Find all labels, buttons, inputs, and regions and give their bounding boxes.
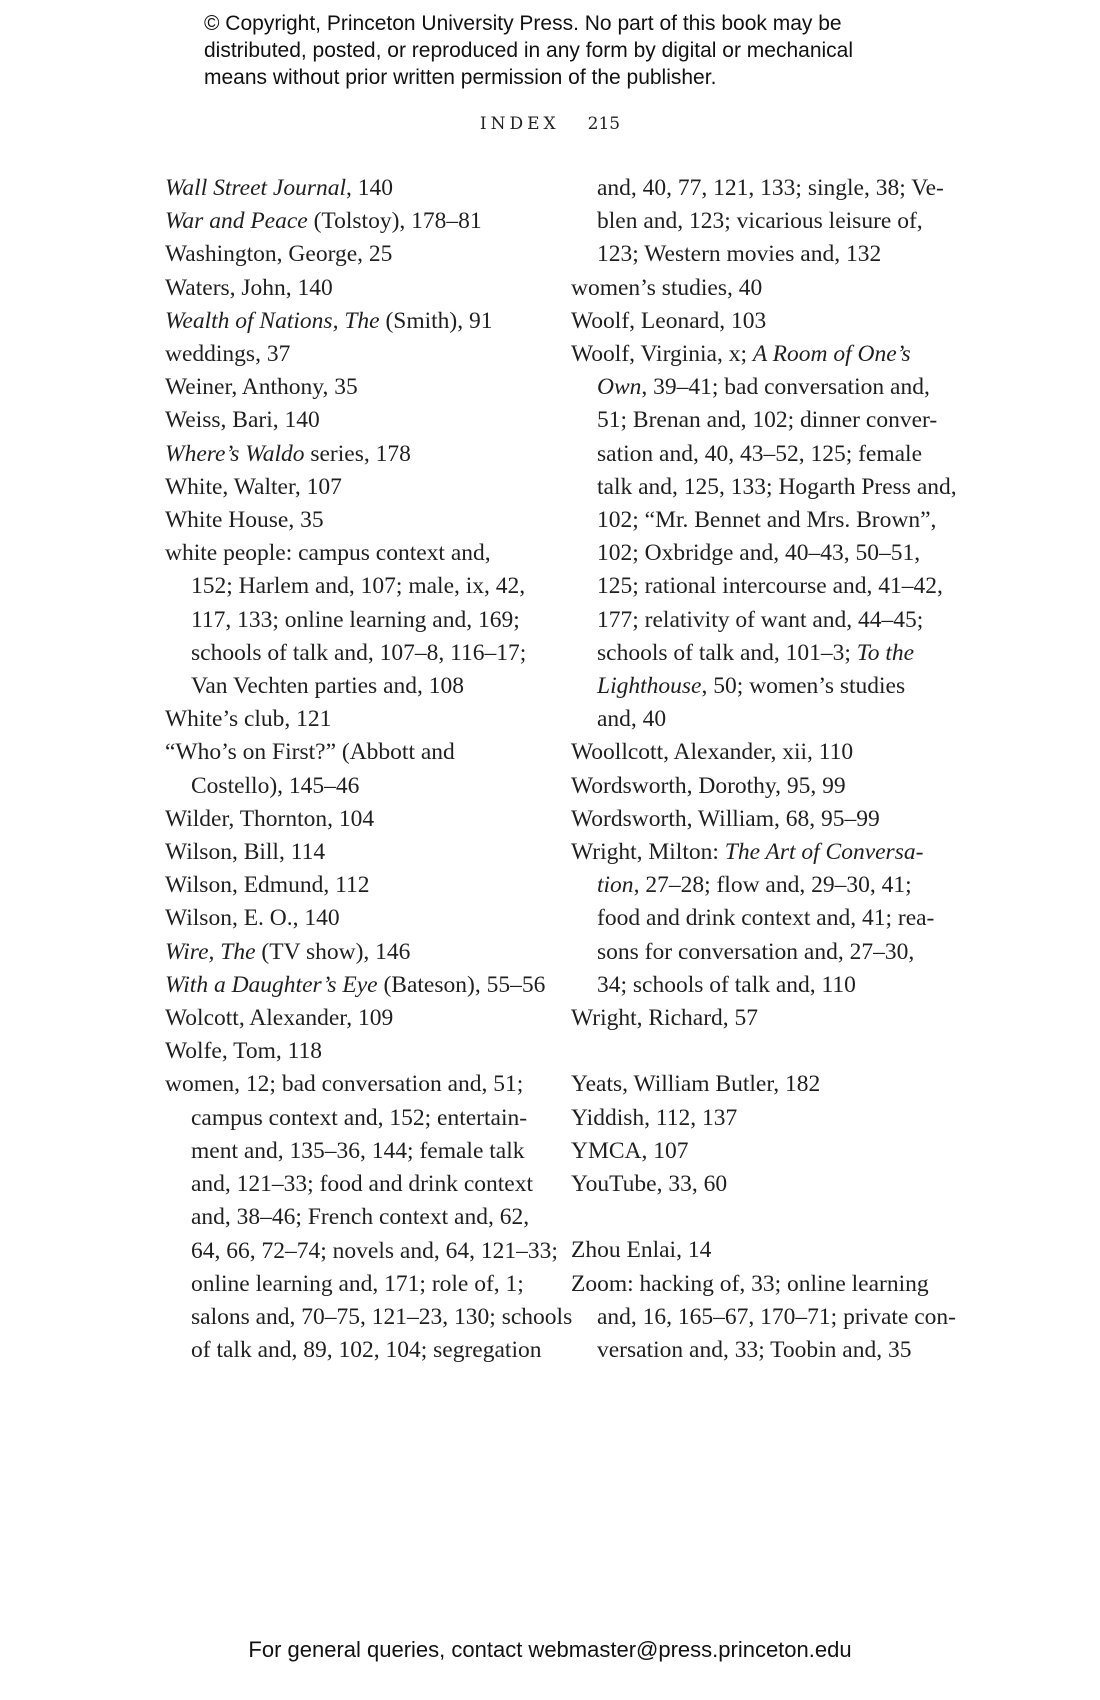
index-entry [571,1102,946,1135]
index-text: (Tolstoy), 178–81 [307,208,482,235]
index-entry [165,172,540,205]
index-subentry-line [571,371,946,404]
index-title-text: Own [597,374,642,401]
index-text: White’s club, 121 [165,706,332,733]
index-text: Woolf, Virginia, x; [571,341,753,368]
index-subentry-line [571,570,946,603]
index-text: schools of talk and, 101–3; [597,639,857,666]
index-entry [165,836,540,869]
index-text: Wordsworth, William, 68, 95–99 [571,805,880,832]
index-text: online learning and, 171; role of, 1; [191,1270,524,1297]
index-text: Wright, Richard, 57 [571,1005,759,1032]
index-text: Yeats, William Butler, 182 [571,1071,821,1098]
index-text: ment and, 135–36, 144; female talk [191,1137,525,1164]
index-text: Zhou Enlai, 14 [571,1237,712,1264]
index-subentry-line [571,404,946,437]
index-title-text: tion [597,872,634,899]
index-title-text: War and Peace [165,208,308,235]
index-text: and, 40, 77, 121, 133; single, 38; Ve- [597,175,944,201]
index-text: 102; Oxbridge and, 40–43, 50–51, [597,540,921,567]
index-entry [165,902,540,935]
index-subentry-line [165,604,540,637]
index-text: of talk and, 89, 102, 104; segregation [191,1337,542,1364]
index-entry [571,305,946,338]
index-text: Yiddish, 112, 137 [571,1104,738,1131]
index-text: salons and, 70–75, 121–23, 130; schools [191,1303,573,1330]
index-text: 117, 133; online learning and, 169; [191,606,520,633]
index-subentry-line [165,1201,540,1234]
index-text: , 50; women’s studies [701,673,906,700]
footer-contact: For general queries, contact webmaster@press.princeton.edu [248,1637,852,1662]
index-entry [165,1002,540,1035]
index-title-text: A Room of One’s [752,341,911,368]
index-entry [165,703,540,736]
index-text: YMCA, 107 [571,1137,689,1164]
index-title-text: The Art of Conversa- [724,839,924,866]
index-text: 177; relativity of want and, 44–45; [597,606,924,633]
index-entry [165,471,540,504]
index-text: campus context and, 152; entertain- [191,1104,528,1131]
index-entry [165,438,540,471]
index-text: YouTube, 33, 60 [571,1171,728,1198]
index-entry [165,736,540,769]
index-subentry-line [571,703,946,736]
index-entry [165,205,540,238]
index-subentry-line [571,604,946,637]
index-text: Zoom: hacking of, 33; online learning [571,1270,929,1297]
running-head-title: INDEX [479,114,560,134]
index-subentry-line [571,172,946,205]
index-text: (Smith), 91 [379,307,493,334]
index-entry [571,1068,946,1101]
index-text: Van Vechten parties and, 108 [191,673,465,700]
index-subentry-line [165,1268,540,1301]
index-subentry-line [165,670,540,703]
index-text: Costello), 145–46 [191,772,360,799]
copyright-line: means without prior written permission of the publisher. [204,66,717,89]
index-entry [571,1002,946,1035]
index-text: Wolcott, Alexander, 109 [165,1005,394,1032]
index-entry [165,238,540,271]
index-subentry-line [571,205,946,238]
index-text: series, 178 [304,440,411,467]
index-subentry-line [571,438,946,471]
index-text: Weiss, Bari, 140 [165,407,320,434]
running-head [0,114,1100,134]
index-entry [165,803,540,836]
index-text: Weiner, Anthony, 35 [165,374,358,401]
index-text: Wordsworth, Dorothy, 95, 99 [571,772,846,799]
index-subentry-line [165,1235,558,1268]
index-text: Woolf, Leonard, 103 [571,307,767,334]
index-title-text: To the [856,639,915,666]
index-entry [571,1168,946,1201]
index-text: 34; schools of talk and, 110 [597,971,856,998]
letter-section-gap [571,1035,946,1068]
index-column-right [571,172,957,1367]
index-text: Wilson, Edmund, 112 [165,872,370,899]
index-text: and, 121–33; food and drink context [191,1171,533,1198]
index-text: Wilson, Bill, 114 [165,839,326,866]
index-text: 64, 66, 72–74; novels and, 64, 121–33; [191,1237,558,1264]
index-entry [571,736,946,769]
index-subentry-line [165,1168,540,1201]
index-subentry-line [165,637,540,670]
index-subentry-line [165,1135,540,1168]
index-text: 123; Western movies and, 132 [597,241,882,268]
index-text: Wolfe, Tom, 118 [165,1038,323,1065]
index-entry [165,1068,540,1101]
index-text: weddings, 37 [165,341,291,368]
index-title-text: Wall Street Journal [165,175,347,201]
index-subentry-line [571,637,946,670]
index-text: white people: campus context and, [165,540,491,567]
index-entry [165,404,540,437]
index-text: and, 40 [597,706,667,733]
index-text: 102; “Mr. Bennet and Mrs. Brown”, [597,507,937,534]
index-text: 51; Brenan and, 102; dinner conver- [597,407,938,434]
copyright-line: © Copyright, Princeton University Press. No part of this book may be [204,12,842,35]
index-text: White, Walter, 107 [165,473,342,500]
index-entry [571,338,946,371]
index-subentry-line [165,1301,573,1334]
index-subentry-line [571,936,946,969]
index-text: sation and, 40, 43–52, 125; female [597,440,923,467]
index-subentry-line [571,471,957,504]
index-entry [571,1135,946,1168]
index-subentry-line [571,1334,946,1367]
index-text: women, 12; bad conversation and, 51; [165,1071,524,1098]
index-subentry-line [571,1301,956,1334]
index-text: White House, 35 [165,507,324,534]
index-text: blen and, 123; vicarious leisure of, [597,208,923,235]
index-text: Washington, George, 25 [165,241,393,268]
index-text: women’s studies, 40 [571,274,763,301]
index-entry [165,1035,540,1068]
index-text: Wright, Milton: [571,839,725,866]
index-text: versation and, 33; Toobin and, 35 [597,1337,912,1364]
index-subentry-line [571,902,946,935]
index-column-left [165,172,573,1367]
letter-section-gap [571,1201,946,1234]
index-text: “Who’s on First?” (Abbott and [165,739,455,766]
index-entry [165,338,540,371]
index-text: Waters, John, 140 [165,274,333,301]
index-text: Wilson, E. O., 140 [165,905,340,932]
index-text: food and drink context and, 41; rea- [597,905,935,932]
index-entry [165,969,546,1002]
index-entry [165,305,540,338]
index-text: (TV show), 146 [255,938,411,965]
index-entry [165,371,540,404]
index-entry [571,1268,946,1301]
index-text: 152; Harlem and, 107; male, ix, 42, [191,573,526,600]
index-text: Woollcott, Alexander, xii, 110 [571,739,854,766]
index-subentry-line [571,537,946,570]
index-entry [571,770,946,803]
index-text: sons for conversation and, 27–30, [597,938,915,965]
index-subentry-line [165,570,540,603]
index-subentry-line [165,1334,540,1367]
index-title-text: Where’s Waldo [165,440,305,467]
index-text: and, 38–46; French context and, 62, [191,1204,530,1231]
index-entry [165,272,540,305]
index-text: 125; rational intercourse and, 41–42, [597,573,943,600]
index-title-text: With a Daughter’s Eye [165,971,378,998]
index-text: schools of talk and, 107–8, 116–17; [191,639,527,666]
page-number: 215 [587,114,621,134]
index-entry [571,836,946,869]
index-text: (Bateson), 55–56 [377,971,546,998]
index-title-text: Wealth of Nations, The [165,307,380,334]
index-entry [165,504,540,537]
index-entry [165,537,540,570]
index-entry [571,803,946,836]
copyright-line: distributed, posted, or reproduced in any form by digital or mechanical [204,39,854,62]
index-text: talk and, 125, 133; Hogarth Press and, [597,473,957,500]
index-subentry-line [165,770,540,803]
index-text: , 140 [346,175,394,201]
index-subentry-line [571,504,946,537]
index-subentry-line [571,670,946,703]
copyright-notice [204,10,924,91]
index-entry [165,936,540,969]
index-subentry-line [571,238,946,271]
index-subentry-line [571,869,946,902]
index-title-text: Wire, The [165,938,256,965]
index-entry [571,1234,946,1267]
index-subentry-line [571,969,946,1002]
index-text: and, 16, 165–67, 170–71; private con- [597,1303,956,1330]
index-title-text: Lighthouse [597,673,702,700]
index-text: , 39–41; bad conversation and, [641,374,930,401]
index-subentry-line [165,1102,540,1135]
index-entry [571,272,946,305]
index-text: , 27–28; flow and, 29–30, 41; [633,872,912,899]
index-text: Wilder, Thornton, 104 [165,805,375,832]
index-entry [165,869,540,902]
